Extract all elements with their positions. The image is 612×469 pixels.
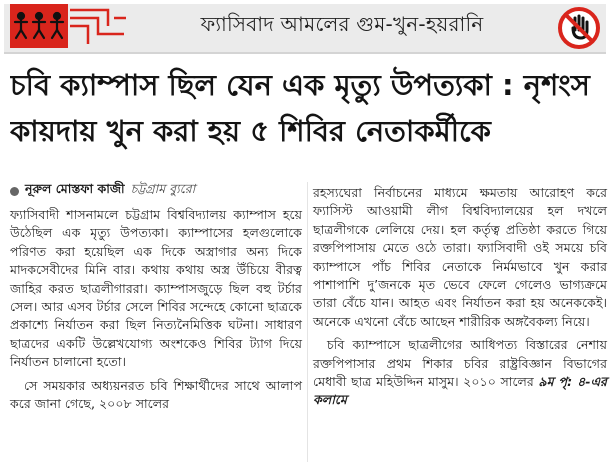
continuation-jump[interactable]: ৯ম পৃ: ৪-এর কলামে (313, 374, 607, 408)
decorative-red-lines (68, 4, 128, 48)
paragraph (313, 336, 607, 410)
bureau-name: চট্টগ্রাম ব্যুরো (130, 181, 196, 196)
paragraph: রহস্যঘেরা নির্বাচনের মাধ্যমে ক্ষমতায় আরোহণ করে ফ্যাসিস্ট আওয়ামী লীগ বিশ্ববিদ্যালয়ের হল দখলে ছাত্রলীগকে লেলিয়ে দেয়। হল কর্তৃত্ব প্রতিষ্ঠা করতে গিয়ে রক্তপিপাসায় মেতে ওঠে তারা। ফ্যাসিবাদী ওই সময়ে চবি ক্যাম্পাসে পাঁচ শিবির নেতাকে নির্মমভাবে খুন করার পাশাপাশি দু’জনকে মৃত ভেবে ফেলে গেলেও ভাগ্যক্রমে তারা বেঁচে যান। আহত এবং নির্যাতন করা হয় অনেককেই। অনেকে এখনো বেঁচে আছেন শারীরিক অঙ্গবৈকল্য নিয়ে। (313, 185, 607, 329)
byline (10, 181, 195, 201)
paragraph: ফ্যাসিবাদী শাসনামলে চট্টগ্রাম বিশ্ববিদ্যালয় ক্যাম্পাস হয়ে উঠেছিল এক মৃত্যু উপত্যকা। ক্যাম্পাসের হলগুলোকে পরিণত করা হয়েছিল এক দিকে অস্ত্রাগার অন্য দিকে মাদকসেবীদের মিনি বার। কথায় কথায় অস্ত্র উঁচিয়ে বীরত্ব জাহির করত ছাত্রলীগাররা। ক্যাম্পাসজুড়ে ছিল বহু টর্চার সেল। আর এসব টর্চার সেলে শিবির সন্দেহে কোনো ছাত্রকে প্রকাশ্যে নির্যাতন করা ছিল নিত্যনৈমিত্তিক ঘটনা। সাধারণ ছাত্রদের একটি উল্লেখযোগ্য অংশকেও শিবির ট্যাগ দিয়ে নির্যাতন চালানো হতো। (10, 207, 302, 370)
hanging-figures-logo-icon (10, 4, 68, 48)
article-column-right (313, 184, 607, 415)
headline-line-1: চবি ক্যাম্পাস ছিল যেন এক মৃত্যু উপত্যকা : নৃশংস (10, 68, 590, 102)
paragraph: সে সময়কার অধ্যয়নরত চবি শিক্ষার্থীদের সাথে আলাপ করে জানা গেছে, ২০০৮ সালের (10, 377, 302, 412)
paragraph-text: চবি ক্যাম্পাসে ছাত্রলীগের আধিপত্য বিস্তারের নেশায় রক্তপিপাসার প্রথম শিকার চবির রাষ্ট্রবিজ্ঞান বিভাগের মেধাবী ছাত্র মহিউদ্দিন মাসুম। ২০১০ সালের (313, 337, 607, 390)
no-hand-ban-icon (557, 6, 601, 50)
headline-line-2: কায়দায় খুন করা হয় ৫ শিবির নেতাকর্মীকে (10, 114, 491, 148)
bullet-icon (10, 187, 19, 196)
column-divider (307, 182, 308, 462)
article-column-left (10, 206, 302, 418)
author-name: নূরুল মোস্তফা কাজী (25, 181, 125, 196)
section-tag: ফ্যাসিবাদ আমলের গুম-খুন-হয়রানি (200, 11, 484, 36)
section-banner (4, 4, 606, 54)
headline (10, 62, 602, 154)
